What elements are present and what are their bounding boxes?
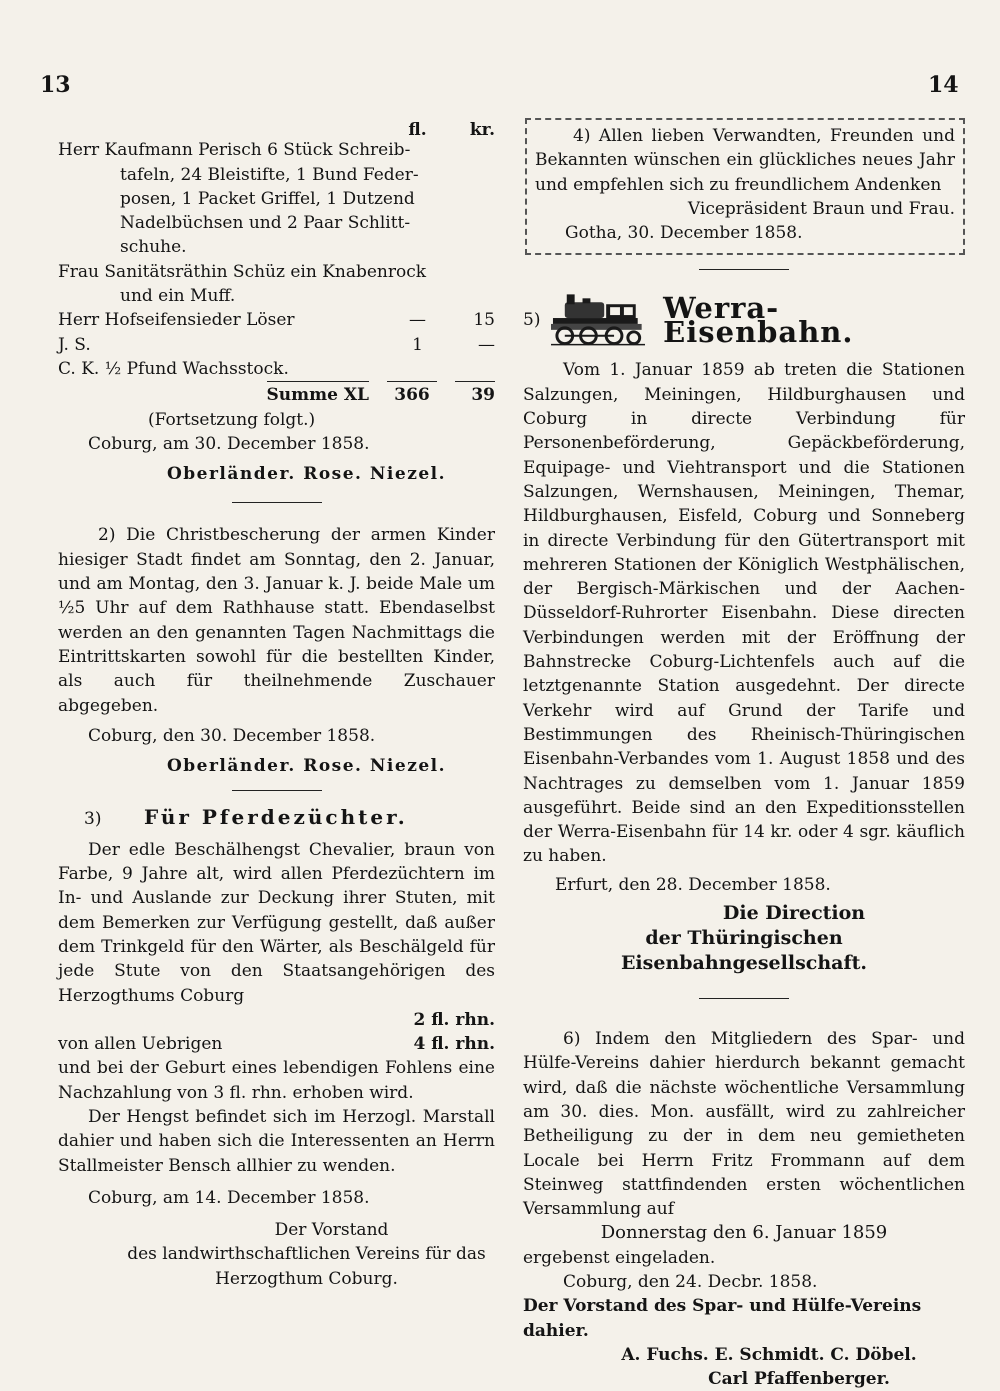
signature: Oberländer. Rose. Niezel. — [166, 464, 447, 485]
fee-line: von allen Uebrigen 4 fl. rhn. — [58, 1034, 495, 1055]
signature: Vicepräsident Braun und Frau. — [687, 198, 955, 219]
list-item: Herr Hofseifensieder Löser — 15 — [58, 310, 495, 331]
divider — [699, 269, 789, 270]
invitation-line: ergebenst eingeladen. — [523, 1247, 716, 1268]
greeting-box — [525, 118, 965, 255]
notice-paragraph: 6) Indem den Mitgliedern des Spar- und Hülfe-Vereins dahier hierdurch bekannt gemacht wird, daß die nächste wöchentliche Versammlung am 30. dies. Mon. ausfällt, wird zu zahlreicher Betheiligung zu der in dem neu gemietheten Locale bei Herrn Fritz Frommann auf dem Steinweg stattfindenden ersten wöchentlichen Versammlung auf — [523, 1029, 965, 1220]
list-item: Frau Sanitätsräthin Schüz ein Knabenrock und ein Muff. — [58, 261, 427, 307]
right-column — [523, 118, 965, 1391]
page-number-left: 13 — [40, 72, 71, 98]
notice-paragraph: Der edle Beschälhengst Chevalier, braun von Farbe, 9 Jahre alt, wird allen Pferdezüchtern im In- und Auslande zur Deckung ihrer Stuten, mit dem Bemerken zur Verfügung gestellt, daß außer dem Trinkgeld für den Wärter, als Beschälgeld für jede Stute von den Staatsangehörigen des Herzogthums Coburg — [58, 839, 495, 1006]
notice-paragraph: und bei der Geburt eines lebendigen Fohlens eine Nachzahlung von 3 fl. rhn. erhoben wird. — [58, 1058, 495, 1103]
sum-row: Summe XL 366 39 — [58, 381, 495, 407]
page-number-right: 14 — [928, 72, 959, 98]
railway-heading: 5) Werra-Eisenbahn. — [523, 294, 965, 346]
locomotive-icon — [551, 294, 646, 346]
notice-paragraph: Der Hengst befindet sich im Herzogl. Marstall dahier und haben sich die Interessenten an Herrn Stallmeister Bensch allhier zu wenden. — [58, 1106, 495, 1176]
signature: Oberländer. Rose. Niezel. — [166, 756, 447, 777]
fee-line: 2 fl. rhn. — [413, 1009, 495, 1030]
list-item: C. K. ½ Pfund Wachsstock. — [58, 358, 289, 379]
list-item: Herr Kaufmann Perisch 6 Stück Schreib- tafeln, 24 Bleistifte, 1 Bund Feder- posen, 1 Packet Griffel, 1 Dutzend Nadelbüchsen und 2 Paar Schlitt- schuhe. — [58, 140, 419, 258]
date-line: Coburg, den 24. Decbr. 1858. — [563, 1271, 818, 1292]
date-line: Erfurt, den 28. December 1858. — [555, 874, 831, 895]
date-line: Gotha, 30. December 1858. — [565, 223, 803, 244]
list-item: J. S. 1 — — [58, 334, 495, 355]
divider — [232, 790, 322, 791]
notice-paragraph: 4) Allen lieben Verwandten, Freunden und Bekannten wünschen ein glückliches neues Jahr und empfehlen sich zu freundlichem Andenken — [535, 126, 955, 195]
divider — [699, 998, 789, 999]
notice-heading: 3) Für Pferdezüchter. — [84, 805, 408, 830]
railway-title: Werra-Eisenbahn. — [663, 291, 854, 350]
date-line: Coburg, am 14. December 1858. — [88, 1187, 370, 1208]
notice-paragraph: Vom 1. Januar 1859 ab treten die Stationen Salzungen, Meiningen, Hildburghausen und Coburg in directe Verbindung für Personenbeförderung, Gepäckbeförderung, Equipage- und Viehtransport und die Stationen Salzungen, Wernshausen, Meiningen, Themar, Hildburghausen, Eisfeld, Coburg und Sonneberg in directe Verbindung für den Gütertransport mit mehreren Stationen der Königlich Westphälischen, der Bergisch-Märkischen und der Aachen-Düsseldorf-Ruhrorter Eisenbahn. Diese directen Verbindungen werden mit der Eröffnung der Bahnstrecke Coburg-Lichtenfels auch auf die letztgenannte Station ausgedehnt. Der directe Verkehr wird auf Grund der Tarife und Bestimmungen des Rheinisch-Thüringischen Eisenbahn-Verbandes vom 1. August 1858 und des Nachtrages zu demselben vom 1. Januar 1859 ausgeführt. Beide sind an den Expeditionsstellen der Werra-Eisenbahn für 14 kr. oder 4 sgr. käuflich zu haben. — [523, 360, 965, 867]
list-header: fl. kr. — [408, 120, 495, 140]
signature-block: Der Vorstand des landwirthschaftlichen Vereins für das Herzogthum Coburg. — [127, 1220, 486, 1289]
signature: A. Fuchs. E. Schmidt. C. Döbel. — [621, 1344, 917, 1365]
notice-paragraph: 2) Die Christbescherung der armen Kinder hiesiger Stadt findet am Sonntag, den 2. Januar, und am Montag, den 3. Januar k. J. beide Male um ½5 Uhr auf dem Rathhause statt. Ebendaselbst werden an den genannten Tagen Nachmittags die Eintrittskarten sowohl für die bestellten Kinder, als auch für theilnehmende Zuschauer abgegeben. — [58, 525, 495, 716]
signature: Der Vorstand des Spar- und Hülfe-Vereins dahier. — [523, 1296, 922, 1341]
date-line: Coburg, am 30. December 1858. — [88, 433, 370, 454]
donation-list — [58, 138, 495, 381]
date-line: Coburg, den 30. December 1858. — [88, 725, 376, 746]
left-column — [58, 118, 495, 1291]
meeting-date: Donnerstag den 6. Januar 1859 — [600, 1222, 888, 1244]
divider — [232, 502, 322, 503]
signature: Carl Pfaffenberger. — [708, 1369, 890, 1390]
signature-block: Die Direction der Thüringischen Eisenbahngesellschaft. — [620, 902, 868, 975]
continued-note: (Fortsetzung folgt.) — [148, 409, 316, 430]
